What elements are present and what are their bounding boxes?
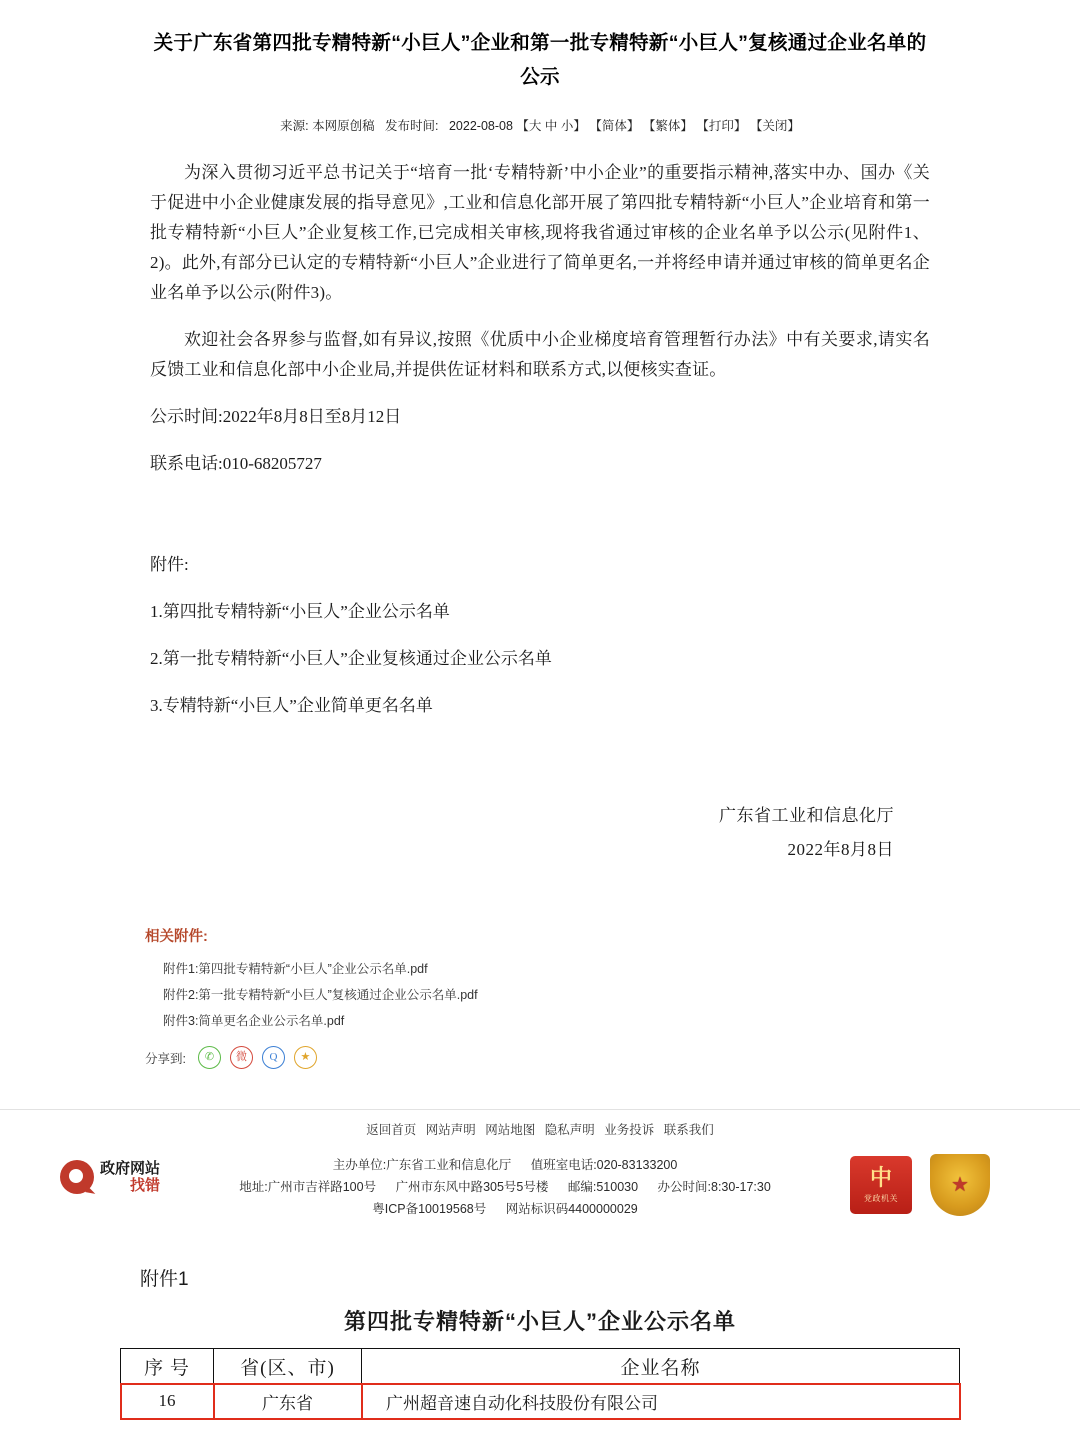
annex-table [120, 1348, 960, 1419]
close-button[interactable]: 【关闭】 [749, 119, 800, 133]
print-button[interactable]: 【打印】 [696, 119, 747, 133]
column-header-province: 省(区、市) [214, 1349, 362, 1384]
page-title: 关于广东省第四批专精特新“小巨人”企业和第一批专精特新“小巨人”复核通过企业名单的公示 [153, 32, 927, 88]
footer-postcode: 邮编:510030 [567, 1180, 639, 1194]
annex-label: 附件1 [140, 1269, 189, 1290]
footer-icp[interactable]: 粤ICP备10019568号 [372, 1202, 487, 1216]
footer-link-contact[interactable]: 联系我们 [663, 1123, 714, 1137]
footer-duty-phone: 值班室电话:020-83133200 [530, 1158, 678, 1172]
attachment-list-item-2: 2.第一批专精特新“小巨人”企业复核通过企业公示名单 [150, 649, 552, 668]
footer-info [160, 1154, 850, 1220]
related-attachments [145, 925, 930, 1069]
table-header-row [121, 1349, 960, 1384]
related-attachment-link-1[interactable]: 附件1:第四批专精特新“小巨人”企业公示名单.pdf [163, 962, 428, 976]
article-meta [0, 116, 1080, 134]
gov-badge-line1: 政府网站 [100, 1160, 161, 1177]
paragraph-2: 欢迎社会各界参与监督,如有异议,按照《优质中小企业梯度培育管理暂行办法》中有关要求,请实名反馈工业和信息化部中小企业局,并提供佐证材料和联系方式,以便核实查证。 [150, 330, 930, 379]
police-seal-star: ★ [951, 1174, 969, 1196]
signature-date: 2022年8月8日 [787, 840, 894, 859]
footer-nav [0, 1110, 1080, 1146]
signature-block [150, 799, 930, 867]
footer-body [0, 1146, 1080, 1220]
article-body [150, 158, 930, 867]
weibo-icon[interactable]: 微 [230, 1046, 253, 1069]
share-icon-group [198, 1046, 317, 1069]
source-label: 来源: [280, 119, 309, 133]
cell-province: 广东省 [214, 1384, 362, 1419]
footer-address-2: 广州市东风中路305号5号楼 [395, 1180, 549, 1194]
column-header-company: 企业名称 [362, 1349, 960, 1384]
attachment-list-item-1: 1.第四批专精特新“小巨人”企业公示名单 [150, 602, 450, 621]
footer-link-home[interactable]: 返回首页 [366, 1123, 417, 1137]
footer-office-hours: 办公时间:8:30-17:30 [657, 1180, 771, 1194]
publish-value: 2022-08-08 [448, 119, 513, 133]
police-seal-icon[interactable] [930, 1154, 990, 1216]
traditional-button[interactable]: 【繁体】 [642, 119, 693, 133]
magnifier-icon [60, 1160, 94, 1194]
simplified-button[interactable]: 【简体】 [589, 119, 640, 133]
cell-no: 16 [121, 1384, 214, 1419]
gov-badge-line2: 找错 [130, 1177, 161, 1195]
footer-link-sitemap[interactable]: 网站地图 [485, 1123, 536, 1137]
related-attachment-link-2[interactable]: 附件2:第一批专精特新“小巨人”复核通过企业公示名单.pdf [163, 988, 478, 1002]
qzone-icon[interactable]: Q [262, 1046, 285, 1069]
contact-phone: 联系电话:010-68205727 [150, 454, 322, 473]
font-size-control[interactable]: 【大 中 小】 [516, 119, 586, 133]
party-seal-icon[interactable] [850, 1156, 912, 1214]
footer-link-privacy[interactable]: 隐私声明 [544, 1123, 595, 1137]
related-attachments-title: 相关附件: [145, 929, 208, 945]
party-seal-char: 中 [869, 1164, 892, 1190]
footer-seals [850, 1154, 990, 1216]
footer-info-row-3 [170, 1198, 840, 1220]
annex-title: 第四批专精特新“小巨人”企业公示名单 [343, 1309, 736, 1334]
column-header-no: 序 号 [121, 1349, 214, 1384]
attachment-heading: 附件: [150, 555, 189, 574]
annex-section [0, 1264, 1080, 1419]
favorite-icon[interactable]: ★ [294, 1046, 317, 1069]
footer-info-row-2 [170, 1176, 840, 1198]
party-seal-text: 党政机关 [864, 1193, 898, 1203]
notice-period: 公示时间:2022年8月8日至8月12日 [150, 407, 402, 426]
share-label: 分享到: [145, 1051, 186, 1066]
attachment-list-item-3: 3.专精特新“小巨人”企业简单更名名单 [150, 696, 433, 715]
footer-link-statement[interactable]: 网站声明 [425, 1123, 476, 1137]
table-row [121, 1384, 960, 1419]
cell-company: 广州超音速自动化科技股份有限公司 [362, 1384, 960, 1419]
footer-address-1: 地址:广州市吉祥路100号 [239, 1180, 377, 1194]
share-row [145, 1046, 930, 1069]
footer-organizer: 主办单位:广东省工业和信息化厅 [332, 1158, 512, 1172]
footer-info-row-1 [170, 1154, 840, 1176]
footer-site-id: 网站标识码4400000029 [505, 1202, 638, 1216]
site-footer [0, 1109, 1080, 1220]
paragraph-1: 为深入贯彻习近平总书记关于“培育一批‘专精特新’中小企业”的重要指示精神,落实中办、国办《关于促进中小企业健康发展的指导意见》,工业和信息化部开展了第四批专精特新“小巨人”企业培育和第一批专精特新“小巨人”企业复核工作,已完成相关审核,现将我省通过审核的企业名单予以公示(见附件1、2)。此外,有部分已认定的专精特新“小巨人”企业进行了简单更名,一并将经申请并通过审核的简单更名企业名单予以公示(附件3)。 [150, 163, 930, 302]
publish-label: 发布时间: [385, 119, 439, 133]
gov-website-error-badge[interactable] [60, 1160, 160, 1195]
source-value: 本网原创稿 [312, 119, 375, 133]
footer-link-complaint[interactable]: 业务投诉 [604, 1123, 655, 1137]
related-attachment-link-3[interactable]: 附件3:简单更名企业公示名单.pdf [163, 1014, 345, 1028]
signature-org: 广东省工业和信息化厅 [719, 806, 894, 825]
wechat-icon[interactable]: ✆ [198, 1046, 221, 1069]
